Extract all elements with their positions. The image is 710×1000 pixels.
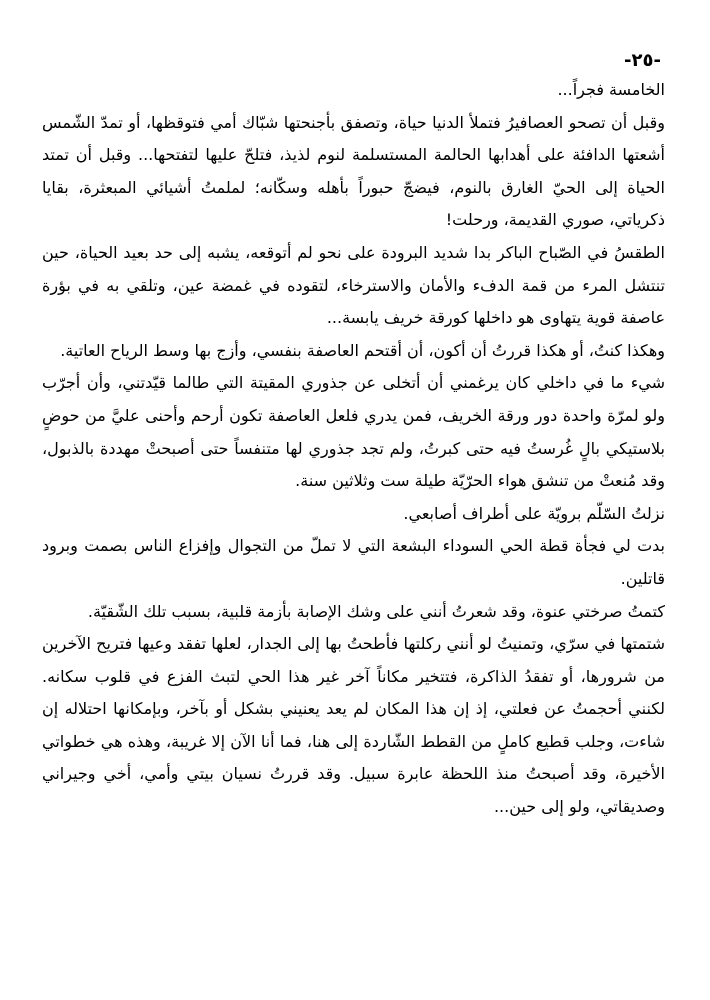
paragraph-3: الطقسُ في الصّباح الباكر بدا شديد البرودة على نحو لم أتوقعه، يشبه إلى حد بعيد الحياة، حين تنتشل المرء من قمة الدفء والأمان والاسترخاء، لتقوده في غمضة عين، وتلقي به في بؤرة عاصفة قوية يتهاوى هو داخلها كورقة خريف يابسة... (42, 242, 665, 328)
paragraph-9: شتمتها في سرّي، وتمنيتُ لو أنني ركلتها فأطحتُ بها إلى الجدار، لعلها تفقد وعيها فتريح الآخرين من شرورها، أو تفقدُ الذاكرة، فتتخير مكاناً آخر غير هذا الحي لتبث الفزع في قلوب سكانه. لكنني أحجمتُ عن فعلتي، إذ إن هذا المكان لم يعد يعنيني بشكل أو بآخر، وبإمكانها احتلاله إن شاءت، وجلب قطيع كاملٍ من القطط الشّاردة إلى هنا، فما أنا الآن إلا غريبة، وهذه هي خطواتي الأخيرة، وقد أصبحتُ منذ اللحظة عابرة سبيل. وقد قررتُ نسيان بيتي وأمي، أخي وجيراني وصديقاتي، ولو إلى حين... (42, 634, 665, 817)
page-number: -٢٥- (624, 50, 661, 71)
body-text (42, 74, 665, 824)
paragraph-6: نزلتُ السّلّم برويّة على أطراف أصابعي. (403, 503, 665, 523)
paragraph-4: وهكذا كنتُ، أو هكذا قررتُ أن أكون، أن أقتحم العاصفة بنفسي، وأزج بها وسط الرياح العاتية. (60, 340, 665, 360)
paragraph-8: كتمتُ صرختي عنوة، وقد شعرتُ أنني على وشك الإصابة بأزمة قلبية، بسبب تلك الشّقيّة. (87, 601, 665, 621)
paragraph-5: شيء ما في داخلي كان يرغمني أن أتخلى عن جذوري المقيتة التي طالما قيّدتني، وأن أجرّب ولو لمرّة واحدة دور ورقة الخريف، فمن يدري فلعل العاصفة تكون أرحم وأحنى عليَّ من حوضٍ بلاستيكي بالٍ غُرستُ فيه حتى كبرتُ، ولم تجد جذوري لها متنفساً حتى أصبحتْ مهددة بالذبول، وقد مُنعتْ من تنشق هواء الحرّيّة طيلة ست وثلاثين سنة. (42, 373, 665, 491)
paragraph-2: وقبل أن تصحو العصافيرُ فتملأ الدنيا حياة، وتصفق بأجنحتها شبّاك أمي فتوقظها، أو تمدّ الشّمس أشعتها الدافئة على أهدابها الحالمة المستسلمة لنوم لذيذ، فتلحّ عليها لتفتحها... وقبل أن تمتد الحياة إلى الحيّ الغارق بالنوم، فيضجّ حبوراً بأهله وسكّانه؛ لملمتُ أشيائي المبعثرة، بقايا ذكرياتي، صوري القديمة، ورحلت! (42, 112, 665, 230)
paragraph-1: الخامسة فجراً... (557, 80, 665, 99)
paragraph-7: بدت لي فجأة قطة الحي السوداء البشعة التي لا تملّ من التجوال وإفزاع الناس بصمت وبرود قاتلين. (42, 536, 665, 588)
